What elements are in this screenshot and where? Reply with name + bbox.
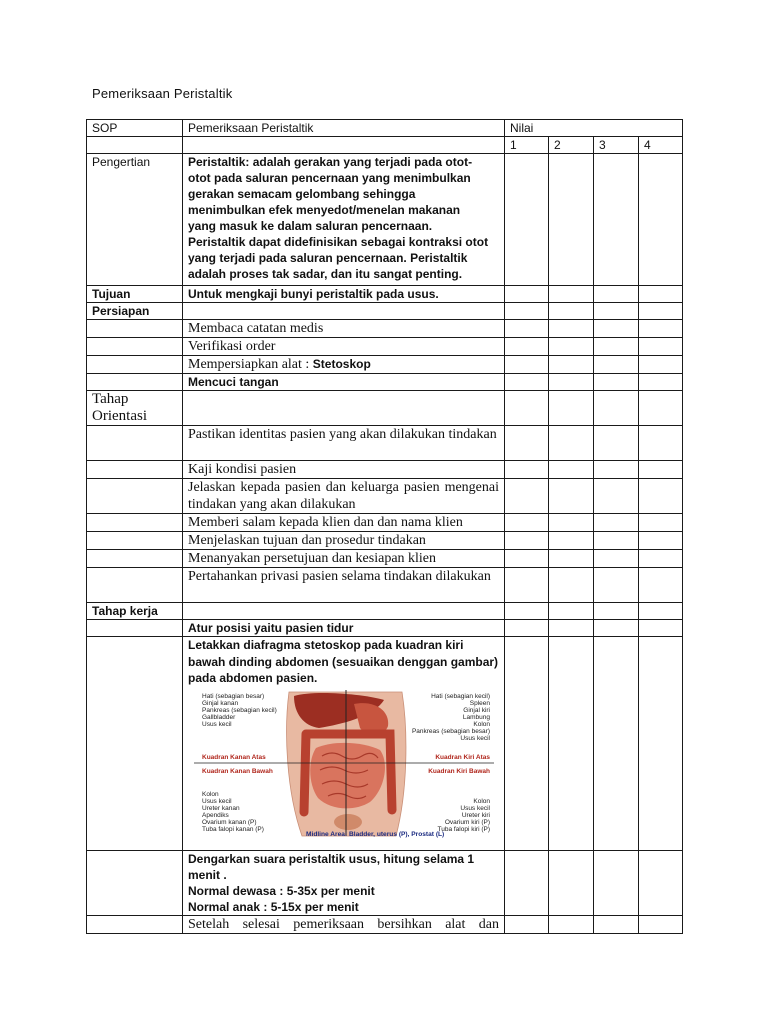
tool-name: Stetoskop bbox=[312, 357, 371, 371]
orientasi-item: Memberi salam kepada klien dan dan nama klien bbox=[183, 514, 505, 532]
label-tujuan: Tujuan bbox=[87, 286, 183, 303]
row-persiapan-1 bbox=[87, 320, 683, 338]
row-kerja-3 bbox=[87, 851, 683, 916]
pengertian-text: Peristaltik: adalah gerakan yang terjadi pada otot- otot pada saluran pencernaan yang menimbulkan gerakan semacam gelombang sehingga menimbulkan efek menyedot/menelan makanan yang masuk ke dalam saluran pencernaan. Peristaltik dapat didefinisikan sebagai kontraksi otot yang terjadi pada saluran pencernaan. Peristaltik adalah proses tak sadar, dan itu sangat penting. bbox=[183, 154, 505, 286]
organ-label: Pankreas (sebagian besar) bbox=[411, 727, 490, 735]
row-kerja-1 bbox=[87, 620, 683, 637]
label-orientasi: Tahap Orientasi bbox=[87, 391, 183, 426]
row-tujuan bbox=[87, 286, 683, 303]
organ-label: Spleen bbox=[469, 699, 490, 707]
kerja-step: Atur posisi yaitu pasien tidur bbox=[183, 620, 505, 637]
tujuan-text: Untuk mengkaji bunyi peristaltik pada usus. bbox=[183, 286, 505, 303]
row-persiapan-3 bbox=[87, 356, 683, 374]
organ-label: Hati (sebagian kecil) bbox=[431, 692, 490, 700]
sop-table bbox=[86, 119, 683, 934]
document-title: Pemeriksaan Peristaltik bbox=[92, 86, 233, 101]
organ-label: Apendiks bbox=[202, 811, 229, 819]
row-kerja-4 bbox=[87, 916, 683, 934]
quadrant-label: Kuadran Kiri Atas bbox=[435, 753, 490, 761]
organ-label: Tuba falopi kanan (P) bbox=[202, 825, 264, 833]
score-3: 3 bbox=[594, 137, 639, 154]
row-orientasi-5 bbox=[87, 532, 683, 550]
organ-label: Ovarium kanan (P) bbox=[202, 818, 257, 826]
orientasi-item: Kaji kondisi pasien bbox=[183, 461, 505, 479]
score-1: 1 bbox=[505, 137, 549, 154]
row-kerja bbox=[87, 603, 683, 620]
organ-label: Usus kecil bbox=[202, 797, 232, 805]
row-persiapan bbox=[87, 303, 683, 320]
header-procedure: Pemeriksaan Peristaltik bbox=[183, 120, 505, 137]
persiapan-item: Verifikasi order bbox=[183, 338, 505, 356]
quadrant-label: Kuadran Kanan Bawah bbox=[202, 767, 273, 775]
row-persiapan-4 bbox=[87, 374, 683, 391]
organ-label: Tuba falopi kiri (P) bbox=[437, 825, 490, 833]
persiapan-item: Membaca catatan medis bbox=[183, 320, 505, 338]
bladder-shape bbox=[334, 814, 362, 830]
score-number-row bbox=[87, 137, 683, 154]
organ-label: Kolon bbox=[473, 797, 490, 805]
row-persiapan-2 bbox=[87, 338, 683, 356]
organ-label: Usus kecil bbox=[202, 720, 232, 728]
organ-label: Lambung bbox=[462, 713, 490, 721]
organ-label: Hati (sebagian besar) bbox=[202, 692, 265, 700]
organ-label: Usus kecil bbox=[460, 804, 490, 812]
row-pengertian bbox=[87, 154, 683, 286]
kerja-step: Setelah selesai pemeriksaan bersihkan alat dan bbox=[183, 916, 505, 934]
orientasi-item: Pertahankan privasi pasien selama tindakan dilakukan bbox=[183, 568, 505, 603]
header-row bbox=[87, 120, 683, 137]
row-orientasi-4 bbox=[87, 514, 683, 532]
midline-caption: Midline Area: Bladder, uterus (P), Prostat (L) bbox=[306, 830, 445, 838]
kerja-step: Letakkan diafragma stetoskop pada kuadran kiri bawah dinding abdomen (sesuaikan denggan gambar) pada abdomen pasien. bbox=[188, 638, 499, 685]
row-kerja-2 bbox=[87, 637, 683, 851]
kerja-step-with-figure bbox=[183, 637, 505, 851]
organ-label: Gallbladder bbox=[202, 713, 236, 721]
organ-label: Kolon bbox=[473, 720, 490, 728]
score-4: 4 bbox=[639, 137, 683, 154]
label-kerja: Tahap kerja bbox=[87, 603, 183, 620]
organ-label: Kolon bbox=[202, 790, 219, 798]
organ-label: Ureter kanan bbox=[202, 804, 240, 812]
row-orientasi-6 bbox=[87, 550, 683, 568]
persiapan-item: Mempersiapkan alat : Stetoskop bbox=[183, 356, 505, 374]
orientasi-item: Jelaskan kepada pasien dan keluarga pasien mengenai tindakan yang akan dilakukan bbox=[183, 479, 505, 514]
organ-label: Usus kecil bbox=[460, 734, 490, 742]
organ-label: Ovarium kiri (P) bbox=[444, 818, 490, 826]
organ-label: Ureter kiri bbox=[461, 811, 490, 819]
row-orientasi-3 bbox=[87, 479, 683, 514]
header-sop: SOP bbox=[87, 120, 183, 137]
orientasi-item: Menanyakan persetujuan dan kesiapan klien bbox=[183, 550, 505, 568]
score-2: 2 bbox=[549, 137, 594, 154]
organ-label: Ginjal kiri bbox=[463, 706, 490, 714]
persiapan-item: Mencuci tangan bbox=[183, 374, 505, 391]
row-orientasi-7 bbox=[87, 568, 683, 603]
organ-label: Ginjal kanan bbox=[202, 699, 239, 707]
quadrant-label: Kuadran Kanan Atas bbox=[202, 753, 266, 761]
row-orientasi-2 bbox=[87, 461, 683, 479]
orientasi-item: Menjelaskan tujuan dan prosedur tindakan bbox=[183, 532, 505, 550]
orientasi-item: Pastikan identitas pasien yang akan dilakukan tindakan bbox=[183, 426, 505, 461]
row-orientasi-1 bbox=[87, 426, 683, 461]
quadrant-label: Kuadran Kiri Bawah bbox=[428, 767, 490, 775]
kerja-step: Dengarkan suara peristaltik usus, hitung selama 1 menit . Normal dewasa : 5-35x per menit Normal anak : 5-15x per menit bbox=[183, 851, 505, 916]
header-score: Nilai bbox=[505, 120, 683, 137]
row-orientasi bbox=[87, 391, 683, 426]
abdomen-quadrant-figure bbox=[194, 690, 494, 838]
label-pengertian: Pengertian bbox=[87, 154, 183, 286]
label-persiapan: Persiapan bbox=[87, 303, 183, 320]
organ-label: Pankreas (sebagian kecil) bbox=[202, 706, 277, 714]
